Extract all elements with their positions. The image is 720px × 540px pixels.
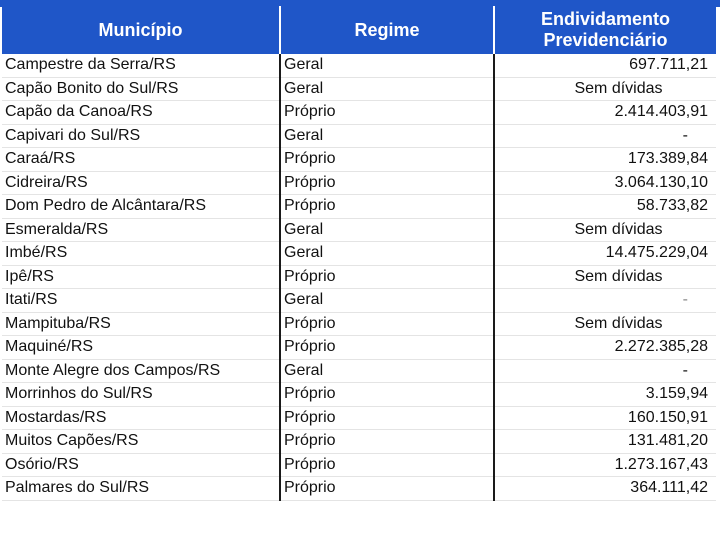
- table-row: [2, 77, 716, 101]
- cell-regime: Próprio: [280, 195, 494, 219]
- cell-municipio: Campestre da Serra/RS: [2, 54, 280, 77]
- cell-regime: Próprio: [280, 430, 494, 454]
- cell-municipio: Dom Pedro de Alcântara/RS: [2, 195, 280, 219]
- cell-regime: Geral: [280, 289, 494, 313]
- cell-municipio: Ipê/RS: [2, 265, 280, 289]
- cell-endividamento: -: [494, 289, 716, 313]
- cell-municipio: Caraá/RS: [2, 148, 280, 172]
- cell-regime: Próprio: [280, 101, 494, 125]
- cell-regime: Próprio: [280, 148, 494, 172]
- cell-regime: Geral: [280, 54, 494, 77]
- cell-regime: Próprio: [280, 265, 494, 289]
- table-row: [2, 54, 716, 77]
- cell-regime: Geral: [280, 218, 494, 242]
- cell-municipio: Cidreira/RS: [2, 171, 280, 195]
- cell-endividamento: 3.159,94: [494, 383, 716, 407]
- cell-endividamento: 58.733,82: [494, 195, 716, 219]
- cell-endividamento: 14.475.229,04: [494, 242, 716, 266]
- table-row: [2, 101, 716, 125]
- cell-municipio: Morrinhos do Sul/RS: [2, 383, 280, 407]
- cell-regime: Próprio: [280, 171, 494, 195]
- header-endividamento-line1: Endividamento: [540, 9, 670, 29]
- cell-regime: Próprio: [280, 336, 494, 360]
- table-row: [2, 289, 716, 313]
- cell-municipio: Capivari do Sul/RS: [2, 124, 280, 148]
- table-row: [2, 430, 716, 454]
- table-body: [2, 54, 716, 500]
- cell-regime: Próprio: [280, 453, 494, 477]
- cell-municipio: Monte Alegre dos Campos/RS: [2, 359, 280, 383]
- cell-regime: Geral: [280, 242, 494, 266]
- cell-endividamento: 160.150,91: [494, 406, 716, 430]
- cell-municipio: Capão da Canoa/RS: [2, 101, 280, 125]
- cell-regime: Próprio: [280, 312, 494, 336]
- cell-regime: Geral: [280, 124, 494, 148]
- table-row: [2, 453, 716, 477]
- table-row: [2, 124, 716, 148]
- cell-municipio: Palmares do Sul/RS: [2, 477, 280, 501]
- cell-regime: Próprio: [280, 406, 494, 430]
- cell-endividamento: 1.273.167,43: [494, 453, 716, 477]
- table-row: [2, 171, 716, 195]
- cell-endividamento: 2.414.403,91: [494, 101, 716, 125]
- cell-regime: Geral: [280, 359, 494, 383]
- cell-regime: Próprio: [280, 383, 494, 407]
- cell-municipio: Osório/RS: [2, 453, 280, 477]
- cell-municipio: Maquiné/RS: [2, 336, 280, 360]
- cell-endividamento: -: [494, 359, 716, 383]
- table-row: [2, 195, 716, 219]
- table-row: [2, 336, 716, 360]
- cell-endividamento: 173.389,84: [494, 148, 716, 172]
- blank-footer-area: [0, 502, 720, 540]
- cell-endividamento: Sem dívidas: [494, 265, 716, 289]
- cell-regime: Próprio: [280, 477, 494, 501]
- table-row: [2, 218, 716, 242]
- cell-municipio: Esmeralda/RS: [2, 218, 280, 242]
- cell-endividamento: 131.481,20: [494, 430, 716, 454]
- table-row: [2, 312, 716, 336]
- header-regime: Regime: [280, 6, 494, 54]
- cell-regime: Geral: [280, 77, 494, 101]
- cell-endividamento: Sem dívidas: [494, 312, 716, 336]
- header-municipio: Município: [2, 6, 280, 54]
- cell-endividamento: 364.111,42: [494, 477, 716, 501]
- cell-municipio: Muitos Capões/RS: [2, 430, 280, 454]
- table-row: [2, 265, 716, 289]
- cell-municipio: Mampituba/RS: [2, 312, 280, 336]
- cell-endividamento: 697.711,21: [494, 54, 716, 77]
- header-endividamento: [494, 6, 716, 54]
- cell-municipio: Mostardas/RS: [2, 406, 280, 430]
- cell-endividamento: -: [494, 124, 716, 148]
- table-row: [2, 359, 716, 383]
- table-header: [2, 6, 716, 54]
- cell-municipio: Capão Bonito do Sul/RS: [2, 77, 280, 101]
- cell-municipio: Itati/RS: [2, 289, 280, 313]
- cell-endividamento: Sem dívidas: [494, 77, 716, 101]
- cell-endividamento: Sem dívidas: [494, 218, 716, 242]
- table-row: [2, 148, 716, 172]
- table-row: [2, 477, 716, 501]
- table-row: [2, 242, 716, 266]
- cell-municipio: Imbé/RS: [2, 242, 280, 266]
- debt-table: [2, 6, 716, 501]
- cell-endividamento: 3.064.130,10: [494, 171, 716, 195]
- header-endividamento-line2: Previdenciário: [543, 30, 668, 50]
- cell-endividamento: 2.272.385,28: [494, 336, 716, 360]
- table-row: [2, 383, 716, 407]
- table-row: [2, 406, 716, 430]
